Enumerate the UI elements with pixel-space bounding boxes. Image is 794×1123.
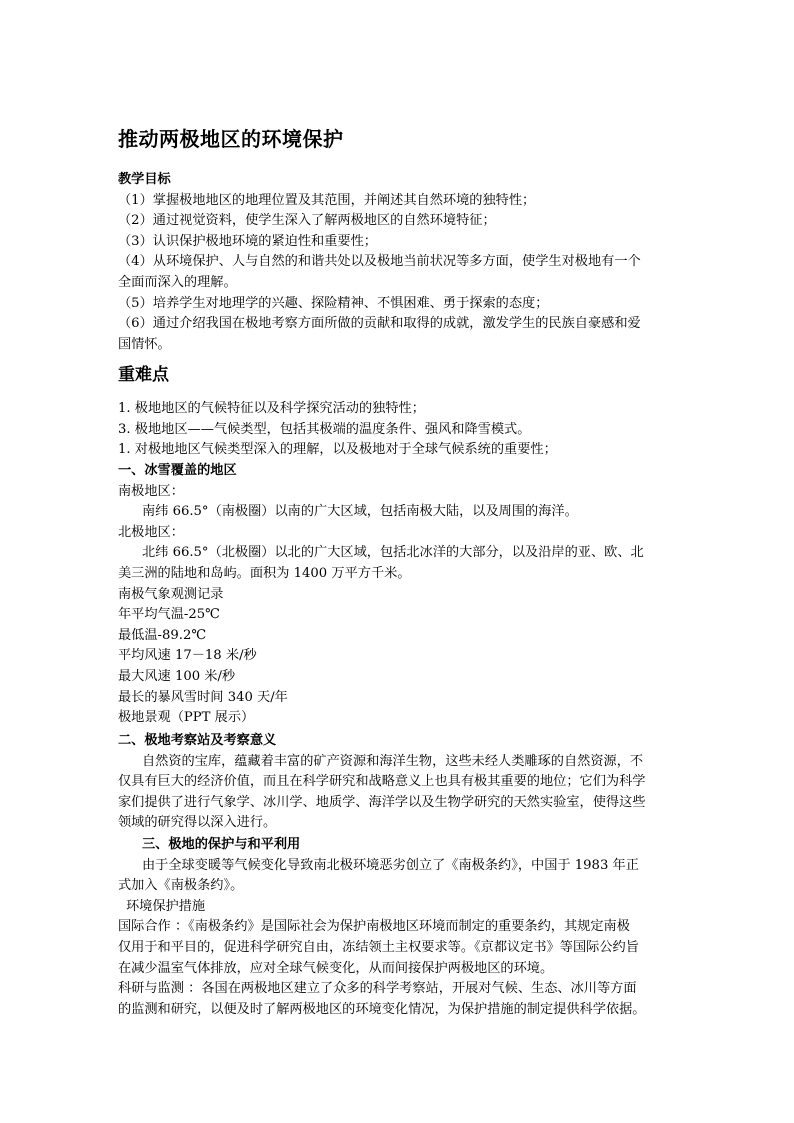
section2-heading: 二、极地考察站及考察意义: [118, 733, 277, 748]
south-pole-text: 南纬 66.5°（南极圈）以南的广大区域，包括南极大陆，以及周围的海洋。: [142, 504, 578, 520]
record-item: 年平均气温-25℃: [118, 607, 220, 623]
section-stations: [118, 731, 678, 834]
section2-paragraph: 仅具有巨大的经济价值，而且在科学研究和战略意义上也具有极其重要的地位；它们为科学: [118, 774, 646, 790]
record-item: 最低温-89.2℃: [118, 627, 207, 643]
section3-heading: 三、极地的保护与和平利用: [142, 837, 301, 852]
record-item: 最大风速 100 米/秒: [118, 668, 236, 684]
objective-item: （5）培养学生对地理学的兴趣、探险精神、不惧困难、勇于探索的态度；: [118, 295, 549, 311]
objective-item: （1）掌握极地地区的地理位置及其范围，并阐述其自然环境的独特性；: [118, 192, 536, 208]
key-points-heading: 重难点: [118, 365, 169, 385]
record-item: 最长的暴风雪时间 340 天/年: [118, 689, 288, 705]
objective-item: （6）通过介绍我国在极地考察方面所做的贡献和取得的成就，激发学生的民族自豪感和爱: [118, 316, 641, 332]
key-point-item: 1. 对极地地区气候类型深入的理解，以及极地对于全球气候系统的重要性；: [118, 442, 557, 458]
section2-paragraph: 家们提供了进行气象学、冰川学、地质学、海洋学以及生物学研究的天然实验室，使得这些: [118, 794, 646, 810]
coop-paragraph: 仅用于和平目的，促进科学研究自由，冻结领土主权要求等。《京都议定书》等国际公约旨: [118, 939, 639, 955]
key-point-item: 3. 极地地区——气候类型，包括其极端的温度条件、强风和降雪模式。: [118, 421, 531, 437]
record-item: 极地景观（PPT 展示）: [118, 710, 255, 726]
north-pole-text-cont: 美三洲的陆地和岛屿。面积为 1400 万平方千米。: [118, 565, 411, 581]
record-item: 平均风速 17－18 米/秒: [118, 648, 257, 664]
research-paragraph: 科研与监测 ：各国在两极地区建立了众多的科学考察站，开展对气候、生态、冰川等方面: [118, 981, 637, 997]
objective-item: 国情怀。: [118, 336, 171, 352]
north-pole-label: 北极地区：: [118, 524, 184, 540]
record-item: 南极气象观测记录: [118, 586, 224, 602]
section2-paragraph: 自然资的宝库，蕴藏着丰富的矿产资源和海洋生物，这些未经人类雕琢的自然资源，不: [142, 753, 644, 769]
measures-label: 环境保护措施: [126, 898, 206, 914]
section-ice-covered: [118, 461, 678, 729]
key-point-item: 1. 极地地区的气候特征以及科学探究活动的独特性；: [118, 401, 425, 416]
section-protection: [118, 835, 678, 1020]
section3-intro: 由于全球变暖等气候变化导致南北极环境恶劣创立了《南极条约》，中国于 1983 年正: [142, 857, 639, 873]
key-points-list: [118, 399, 678, 461]
section1-heading: 一、冰雪覆盖的地区: [118, 463, 237, 478]
objectives-heading: 教学目标: [118, 172, 171, 187]
objective-item: （2）通过视觉资料，使学生深入了解两极地区的自然环境特征；: [118, 213, 496, 229]
section2-paragraph: 领域的研究得以深入进行。: [118, 815, 277, 831]
north-pole-text: 北纬 66.5°（北极圈）以北的广大区域，包括北冰洋的大部分，以及沿岸的亚、欧、北: [142, 545, 644, 561]
objective-item: 全面而深入的理解。: [118, 274, 237, 290]
objective-item: （4）从环境保护、人与自然的和谐共处以及极地当前状况等多方面，使学生对极地有一个: [118, 254, 641, 270]
research-paragraph: 的监测和研究，以便及时了解两极地区的环境变化情况，为保护措施的制定提供科学依据。: [118, 1001, 646, 1017]
page-title: 推动两极地区的环境保护: [118, 127, 344, 151]
south-pole-label: 南极地区：: [118, 483, 184, 499]
coop-paragraph: 在减少温室气体排放，应对全球气候变化，从而间接保护两极地区的环境。: [118, 960, 554, 976]
objectives-section: [118, 170, 678, 355]
coop-paragraph: 国际合作 ：《南极条约》是国际社会为保护南极地区环境而制定的重要条约，其规定南极: [118, 919, 630, 935]
section3-intro-cont: 式加入《南极条约》。: [118, 878, 244, 894]
objective-item: （3）认识保护极地环境的紧迫性和重要性；: [118, 233, 377, 249]
